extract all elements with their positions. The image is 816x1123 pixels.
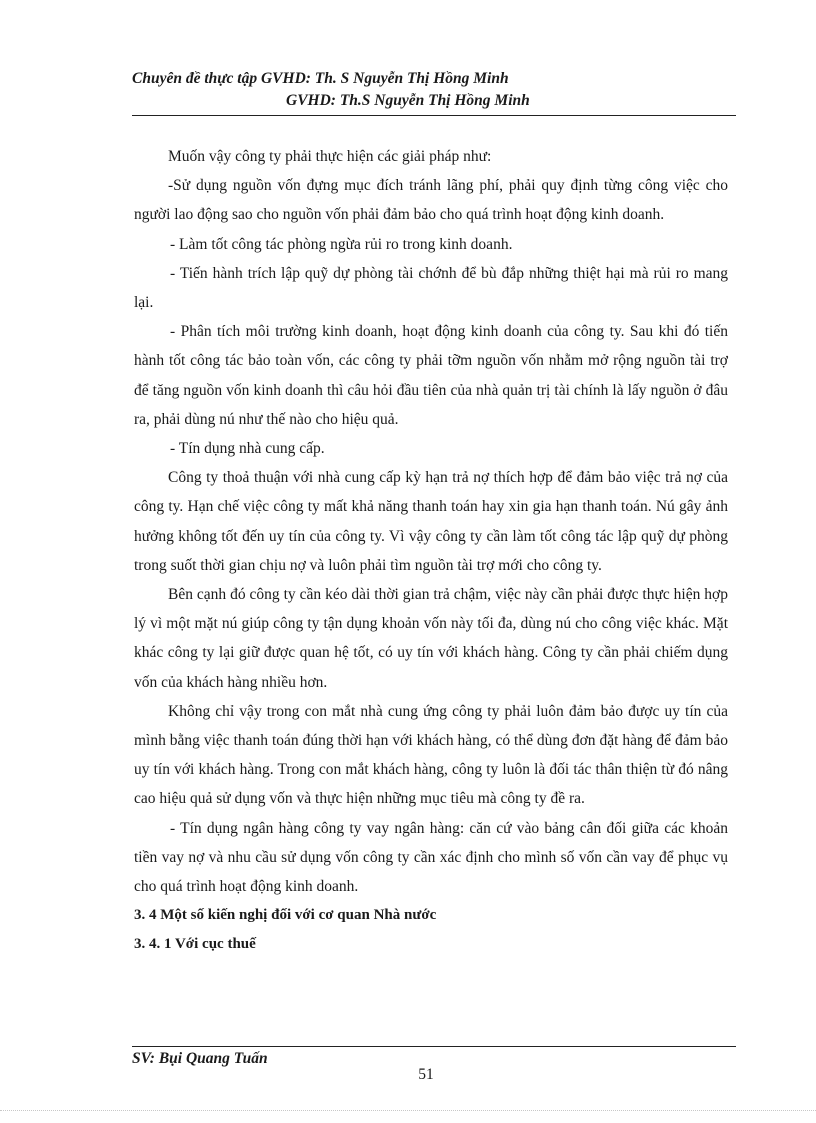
bullet-paragraph: - Tín dụng ngân hàng công ty vay ngân hàng: căn cứ vào bảng cân đối giữa các khoản tiền vay nợ và nhu cầu sử dụng vốn công ty cần xác định cho mình số vốn cần vay để phục vụ cho quá trình hoạt động kinh doanh. [134, 819, 728, 896]
page-header [132, 68, 736, 112]
paragraph: Bên cạnh đó công ty cần kéo dài thời gian trả chậm, việc này cần phải được thực hiện hợp lý vì một mặt nú giúp công ty tận dụng khoản vốn này tối đa, dùng nú cho công việc khác. Mặt khác công ty lại giữ được quan hệ tốt, có uy tín với khách hàng. Công ty cần phải chiếm dụng vốn của khách hàng nhiều hơn. [134, 586, 728, 691]
footer-rule [132, 1046, 736, 1047]
page-number: 51 [418, 1066, 434, 1083]
header-line-1: Chuyên đề thực tập GVHD: Th. S Nguyễn Thị Hồng Minh [132, 70, 509, 87]
bullet-paragraph: - Tín dụng nhà cung cấp. [170, 440, 325, 458]
paragraph: Công ty thoả thuận với nhà cung cấp kỳ hạn trả nợ thích hợp để đảm bảo việc trả nợ của công ty. Hạn chế việc công ty mất khả năng thanh toán hay xin gia hạn thanh toán. Nú gây ảnh hưởng không tốt đến uy tín của công ty. Vì vậy công ty cần làm tốt công tác lập quỹ dự phòng trong suốt thời gian chịu nợ và luôn phải tìm nguồn tài trợ mới cho công ty. [134, 469, 728, 574]
paragraph: Muốn vậy công ty phải thực hiện các giải pháp như: [168, 148, 492, 165]
paragraph: Không chỉ vậy trong con mắt nhà cung ứng công ty phải luôn đảm bảo được uy tín của mình bằng việc thanh toán đúng thời hạn với khách hàng, có thể dùng đơn đặt hàng để đảm bảo uy tín với khách hàng. Trong con mắt khách hàng, công ty luôn là đối tác thân thiện từ đó nâng cao hiệu quả sử dụng vốn và thực hiện những mục tiêu mà công ty đề ra. [134, 702, 728, 808]
bullet-paragraph: - Làm tốt công tác phòng ngừa rủi ro trong kinh doanh. [170, 235, 513, 253]
paragraph: -Sử dụng nguồn vốn đựng mục đích tránh lãng phí, phải quy định từng công việc cho người lao động sao cho nguồn vốn phải đảm bảo cho quá trình hoạt động kinh doanh. [134, 177, 728, 224]
subsection-heading: 3. 4. 1 Với cục thuế [134, 936, 256, 953]
header-rule [132, 115, 736, 116]
bullet-paragraph: - Phân tích môi trường kinh doanh, hoạt động kinh doanh của công ty. Sau khi đó tiến hành tốt công tác bảo toàn vốn, các công ty phải tỡm nguồn vốn nhằm mở rộng nguồn tài trợ để tăng nguồn vốn kinh doanh thì câu hỏi đầu tiên của nhà quản trị tài chính là lấy nguồn ở đâu ra, phải dùng nú như thế nào cho hiệu quả. [134, 323, 728, 428]
bullet-paragraph: - Tiến hành trích lập quỹ dự phòng tài chớnh để bù đắp những thiệt hại mà rủi ro mang lại. [134, 264, 728, 312]
document-body [134, 142, 728, 960]
footer-author: SV: Bụi Quang Tuấn [132, 1050, 268, 1067]
header-line-2: GVHD: Th.S Nguyễn Thị Hồng Minh [286, 92, 530, 109]
section-heading: 3. 4 Một số kiến nghị đối với cơ quan Nhà nước [134, 907, 437, 924]
page-edge-divider [0, 1110, 816, 1111]
